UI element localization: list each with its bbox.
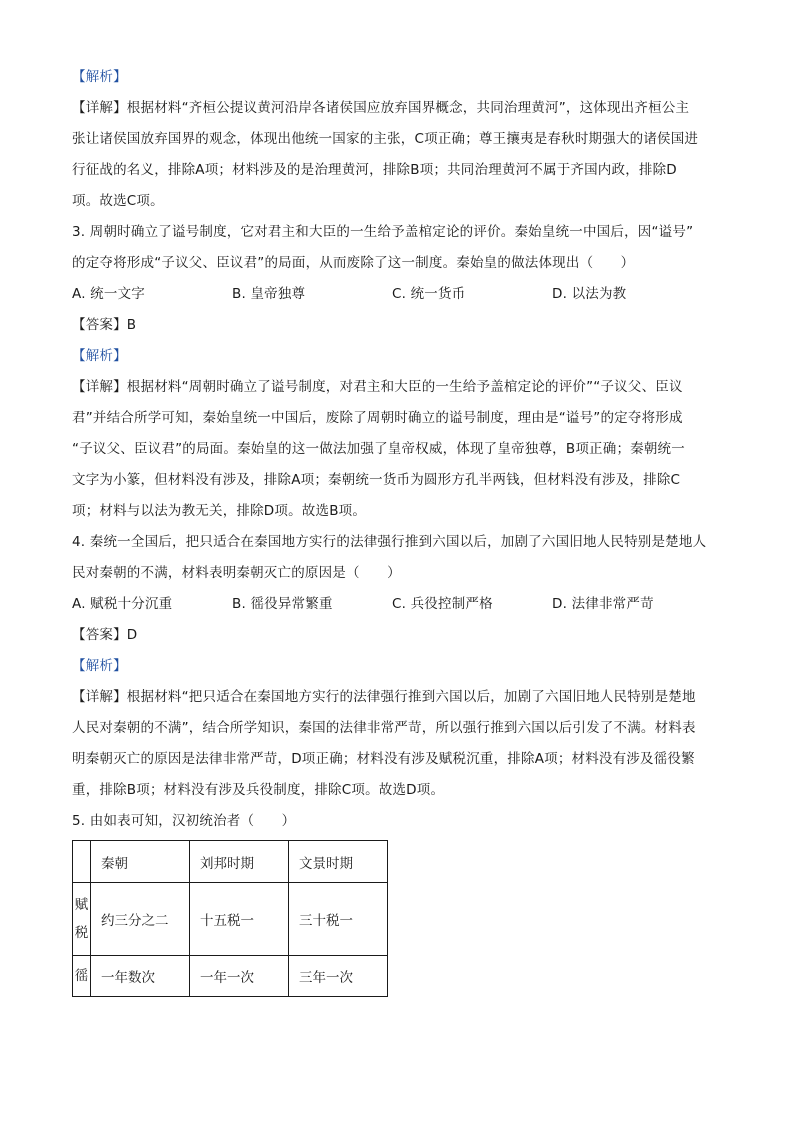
- q4-option-d: D. 法律非常严苛: [552, 596, 654, 612]
- q4-stem-line-2: 民对秦朝的不满，材料表明秦朝灭亡的原因是（ ）: [72, 565, 401, 581]
- q2-detail-line-3: 行征战的名义，排除A项；材料涉及的是治理黄河，排除B项；共同治理黄河不属于齐国内政，排除D: [72, 162, 677, 178]
- table-header-row: [73, 841, 388, 883]
- table-row-label: 徭: [73, 956, 91, 997]
- q3-stem-line-1: 3. 周朝时确立了谥号制度，它对君主和大臣的一生给予盖棺定论的评价。秦始皇统一中国后，因“谥号”: [72, 224, 694, 240]
- table-cell: 一年数次: [91, 956, 190, 997]
- table-header-cell: 刘邦时期: [190, 841, 289, 883]
- q3-option-b: B. 皇帝独尊: [232, 286, 306, 302]
- table-header-cell: 文景时期: [289, 841, 388, 883]
- q5-table: [72, 840, 388, 997]
- table-header-cell: 秦朝: [91, 841, 190, 883]
- table-cell: 三年一次: [289, 956, 388, 997]
- q3-options: [72, 279, 722, 310]
- q3-stem-line-2: 的定夺将形成“子议父、臣议君”的局面，从而废除了这一制度。秦始皇的做法体现出（ ）: [72, 255, 635, 271]
- q4-answer: 【答案】D: [72, 627, 138, 643]
- q3-option-c: C. 统一货币: [392, 286, 466, 302]
- table-row: [73, 883, 388, 956]
- q2-detail-line-1: 【详解】根据材料“齐桓公提议黄河沿岸各诸侯国应放弃国界概念，共同治理黄河”，这体现出齐桓公主: [72, 100, 690, 116]
- q2-analysis-label: 【解析】: [72, 69, 127, 85]
- table-cell: 十五税一: [190, 883, 289, 956]
- q4-detail-line-3: 明秦朝灭亡的原因是法律非常严苛，D项正确；材料没有涉及赋税沉重，排除A项；材料没有涉及徭役繁: [72, 751, 695, 767]
- q3-detail-line-4: 文字为小篆，但材料没有涉及，排除A项；秦朝统一货币为圆形方孔半两钱，但材料没有涉及，排除C: [72, 472, 681, 488]
- table-cell: 三十税一: [289, 883, 388, 956]
- q3-answer: 【答案】B: [72, 317, 137, 333]
- table-cell: 约三分之二: [91, 883, 190, 956]
- q4-analysis-label: 【解析】: [72, 658, 127, 674]
- q4-detail-line-4: 重，排除B项；材料没有涉及兵役制度，排除C项。故选D项。: [72, 782, 445, 798]
- q2-detail-line-4: 项。故选C项。: [72, 193, 164, 209]
- q3-option-d: D. 以法为教: [552, 286, 627, 302]
- q4-detail-line-2: 人民对秦朝的不满”，结合所学知识，秦国的法律非常严苛，所以强行推到六国以后引发了不满。材料表: [72, 720, 696, 736]
- q3-option-a: A. 统一文字: [72, 286, 145, 302]
- q4-option-b: B. 徭役异常繁重: [232, 596, 333, 612]
- q3-detail-line-3: “子议父、臣议君”的局面。秦始皇的这一做法加强了皇帝权威，体现了皇帝独尊，B项正确；秦朝统一: [72, 441, 685, 457]
- table-cell: 一年一次: [190, 956, 289, 997]
- q3-detail-line-2: 君”并结合所学可知，秦始皇统一中国后，废除了周朝时确立的谥号制度，理由是“谥号”的定夺将形成: [72, 410, 683, 426]
- q3-detail-line-5: 项；材料与以法为教无关，排除D项。故选B项。: [72, 503, 367, 519]
- table-row: [73, 956, 388, 997]
- table-row-label: 赋 税: [73, 883, 91, 956]
- document-page: [72, 62, 722, 837]
- q4-detail-line-1: 【详解】根据材料“把只适合在秦国地方实行的法律强行推到六国以后，加剧了六国旧地人民特别是楚地: [72, 689, 696, 705]
- q4-stem-line-1: 4. 秦统一全国后，把只适合在秦国地方实行的法律强行推到六国以后，加剧了六国旧地人民特别是楚地人: [72, 534, 707, 550]
- q2-detail-line-2: 张让诸侯国放弃国界的观念，体现出他统一国家的主张，C项正确；尊王攘夷是春秋时期强大的诸侯国进: [72, 131, 699, 147]
- q3-analysis-label: 【解析】: [72, 348, 127, 364]
- q4-option-c: C. 兵役控制严格: [392, 596, 493, 612]
- q4-options: [72, 589, 722, 620]
- q4-option-a: A. 赋税十分沉重: [72, 596, 173, 612]
- table-header-cell: [73, 841, 91, 883]
- q5-stem: 5. 由如表可知，汉初统治者（ ）: [72, 813, 296, 829]
- q3-detail-line-1: 【详解】根据材料“周朝时确立了谥号制度，对君主和大臣的一生给予盖棺定论的评价”“子议父、臣议: [72, 379, 683, 395]
